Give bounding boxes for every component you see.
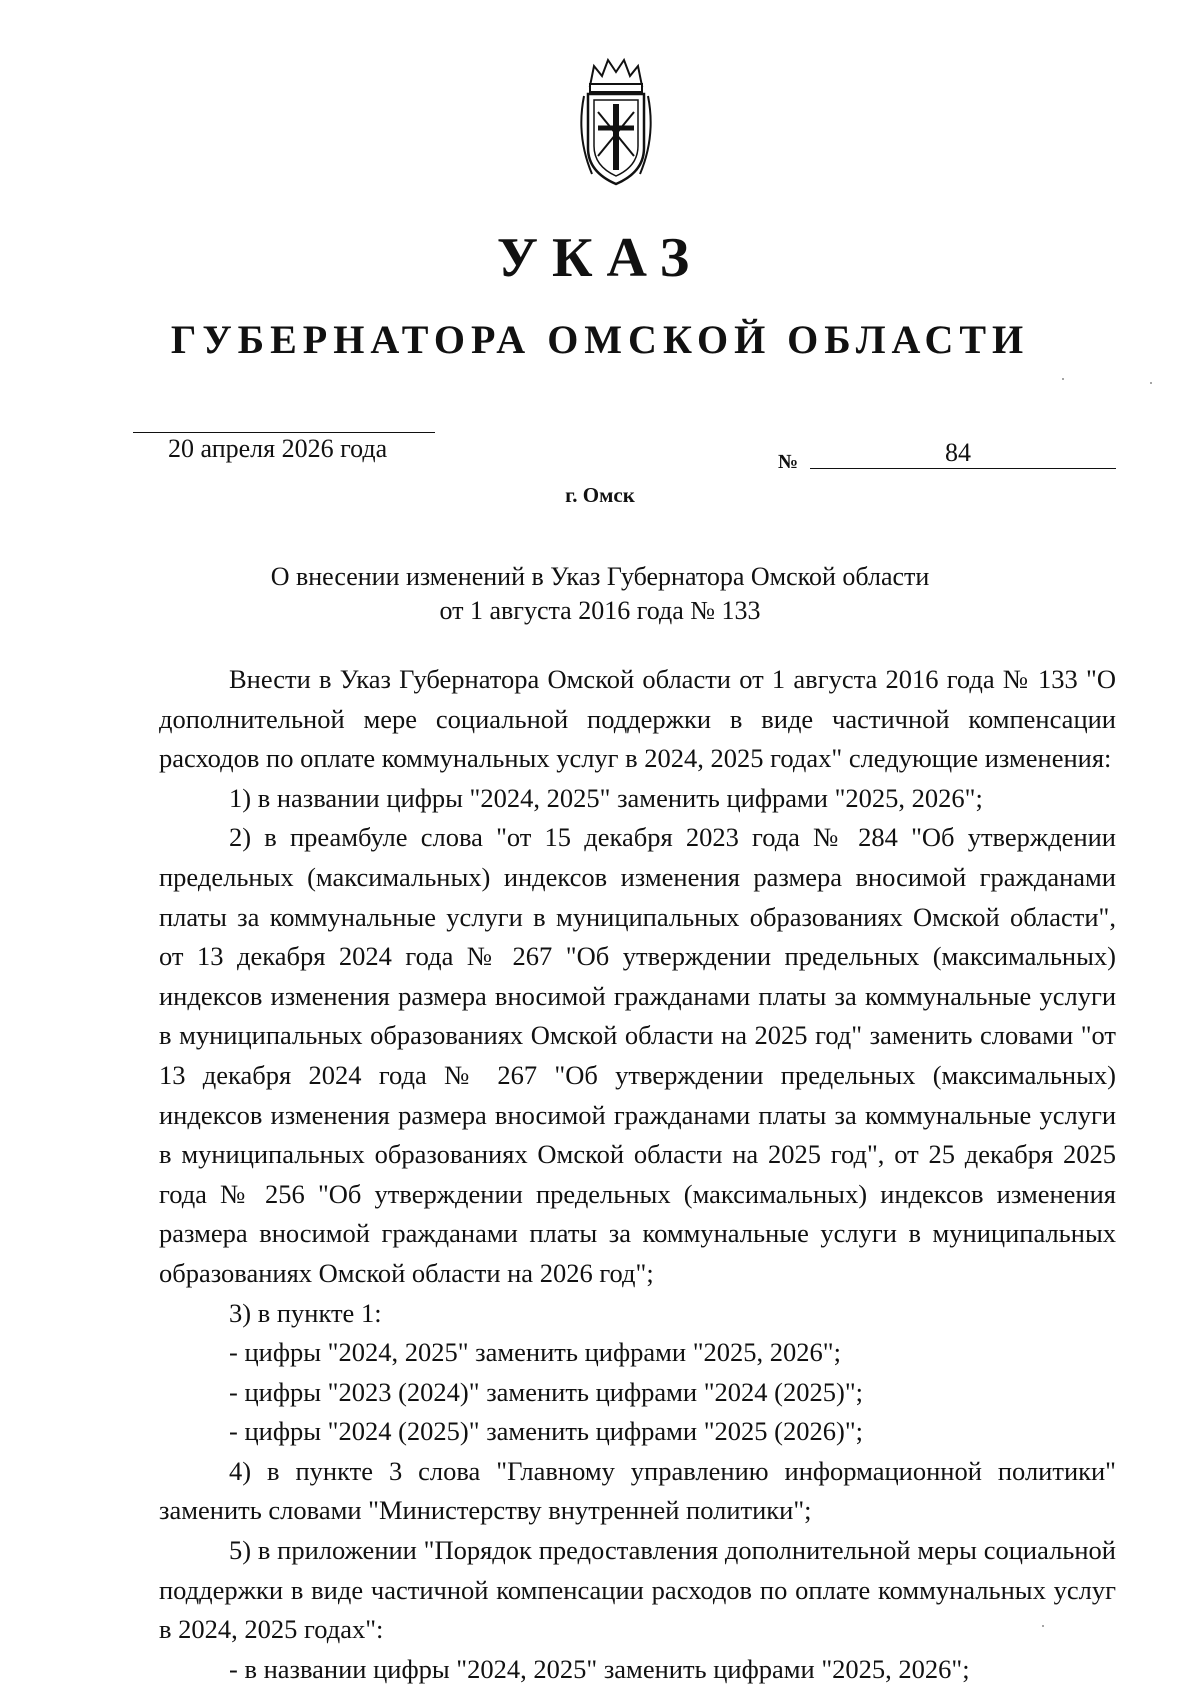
document-date: 20 апреля 2026 года	[168, 434, 388, 463]
body-paragraph: 2) в преамбуле слова "от 15 декабря 2023 года № 284 "Об утверждении предельных (максимальных) индексов изменения размера вносимой гражданами платы за коммунальные услуги в муниципальных образованиях Омской области", от 13 декабря 2024 года № 267 "Об утверждении предельных (максимальных) индексов изменения размера вносимой гражданами платы за коммунальные услуги в муниципальных образованиях Омской области на 2025 год" заменить словами "от 13 декабря 2024 года № 267 "Об утверждении предельных (максимальных) индексов изменения размера вносимой гражданами платы за коммунальные услуги в муниципальных образованиях Омской области на 2025 год", от 25 декабря 2025 года № 256 "Об утверждении предельных (максимальных) индексов изменения размера вносимой гражданами платы за коммунальные услуги в муниципальных образованиях Омской области на 2026 год";	[159, 822, 1116, 1288]
document-number: 84	[945, 438, 971, 467]
document-title: УКАЗ	[496, 227, 704, 289]
scan-speck	[1042, 1625, 1044, 1627]
date-underline	[133, 432, 435, 433]
body-paragraph: 3) в пункте 1:	[229, 1297, 382, 1328]
body-paragraph: 1) в названии цифры "2024, 2025" заменить цифрами "2025, 2026";	[229, 782, 983, 813]
document-body	[159, 660, 1116, 1689]
body-paragraph: - цифры "2024 (2025)" заменить цифрами "2025 (2026)";	[229, 1416, 864, 1447]
body-paragraph: 5) в приложении "Порядок предоставления дополнительной меры социальной поддержки в виде частичной компенсации расходов по оплате коммунальных услуг в 2024, 2025 годах":	[159, 1535, 1116, 1645]
scan-speck	[1150, 382, 1152, 384]
body-paragraph: - в названии цифры "2024, 2025" заменить цифрами "2025, 2026";	[229, 1653, 970, 1684]
number-underline	[810, 468, 1116, 469]
document-city: г. Омск	[565, 483, 635, 507]
body-paragraph: Внести в Указ Губернатора Омской области от 1 августа 2016 года № 133 "О дополнительной мере социальной поддержки в виде частичной компенсации расходов по оплате коммунальных услуг в 2024, 2025 годах" следующие изменения:	[159, 664, 1116, 774]
number-label: №	[778, 451, 799, 473]
coat-of-arms-icon	[568, 56, 664, 192]
scan-speck	[1062, 378, 1064, 380]
heading-line-2: от 1 августа 2016 года № 133	[439, 595, 761, 625]
document-subtitle: ГУБЕРНАТОРА ОМСКОЙ ОБЛАСТИ	[170, 317, 1030, 362]
heading-line-1: О внесении изменений в Указ Губернатора Омской области	[270, 562, 930, 591]
body-paragraph: 4) в пункте 3 слова "Главному управлению информационной политики" заменить словами "Министерству внутренней политики";	[159, 1455, 1116, 1526]
body-paragraph: - цифры "2023 (2024)" заменить цифрами "2024 (2025)";	[229, 1376, 864, 1407]
document-heading	[0, 560, 1200, 628]
body-paragraph: - цифры "2024, 2025" заменить цифрами "2025, 2026";	[229, 1337, 841, 1368]
